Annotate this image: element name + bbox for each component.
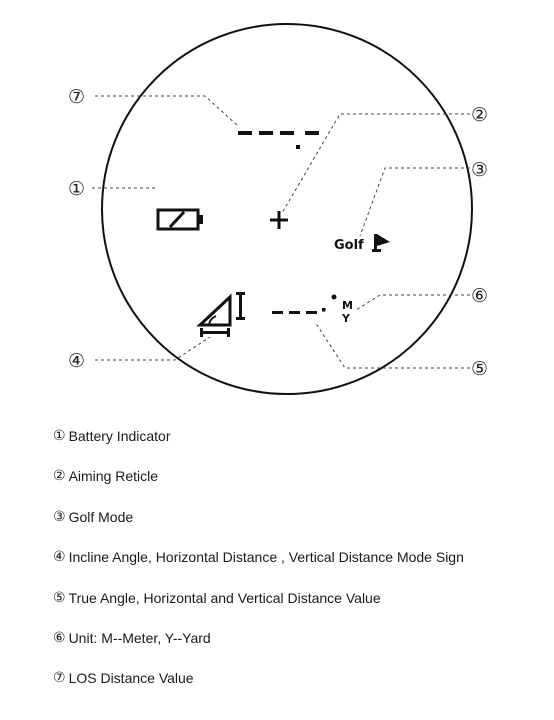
legend-item bbox=[53, 466, 464, 486]
callout-num-3: ③ bbox=[471, 159, 489, 181]
golf-flag-icon bbox=[372, 234, 390, 252]
legend-list bbox=[53, 426, 464, 709]
callout-num-5: ⑤ bbox=[471, 358, 489, 380]
legend-label: Golf Mode bbox=[68, 508, 134, 525]
legend-label: Incline Angle, Horizontal Distance , Vertical Distance Mode Sign bbox=[68, 549, 464, 566]
callout-num-4: ④ bbox=[68, 350, 86, 372]
legend-item bbox=[53, 426, 464, 446]
legend-item bbox=[53, 588, 464, 608]
legend-label: Unit: M--Meter, Y--Yard bbox=[68, 629, 211, 646]
leader-6 bbox=[356, 295, 470, 310]
leader-7 bbox=[95, 96, 238, 126]
unit-yard-label: Y bbox=[342, 312, 350, 325]
legend-item bbox=[53, 668, 464, 688]
legend-item bbox=[53, 547, 464, 567]
unit-meter-label: M bbox=[342, 299, 353, 312]
legend-num: ⑥ bbox=[53, 629, 66, 646]
callout-num-7: ⑦ bbox=[68, 86, 86, 108]
legend-num: ⑤ bbox=[53, 589, 66, 606]
legend-label: Battery Indicator bbox=[68, 428, 171, 444]
golf-mode-label: Golf bbox=[334, 238, 364, 253]
legend-label: Aiming Reticle bbox=[68, 468, 159, 485]
legend-num: ② bbox=[53, 468, 66, 485]
legend-item bbox=[53, 507, 464, 527]
golf-mode-indicator bbox=[334, 234, 390, 253]
angle-distance-value bbox=[272, 308, 326, 314]
legend-num: ④ bbox=[53, 549, 66, 566]
leader-4 bbox=[95, 337, 210, 360]
callout-num-6: ⑥ bbox=[471, 285, 489, 307]
callout-numbers bbox=[68, 86, 488, 380]
leader-3 bbox=[360, 168, 470, 236]
leader-2 bbox=[282, 114, 470, 213]
legend-label: True Angle, Horizontal and Vertical Distance Value bbox=[68, 589, 381, 606]
callout-num-2: ② bbox=[471, 104, 489, 126]
unit-dot-icon bbox=[332, 295, 337, 300]
callout-num-1: ① bbox=[68, 178, 86, 200]
battery-icon bbox=[158, 210, 203, 229]
legend-item bbox=[53, 628, 464, 648]
leader-lines bbox=[92, 96, 470, 368]
legend-num: ⑦ bbox=[53, 670, 66, 687]
incline-mode-icon bbox=[200, 292, 245, 337]
legend-num: ③ bbox=[53, 508, 66, 525]
legend-label: LOS Distance Value bbox=[68, 670, 194, 687]
legend-num: ① bbox=[53, 428, 66, 444]
unit-indicator bbox=[332, 295, 353, 326]
los-distance-value bbox=[238, 131, 319, 149]
aiming-reticle-icon bbox=[270, 211, 288, 229]
